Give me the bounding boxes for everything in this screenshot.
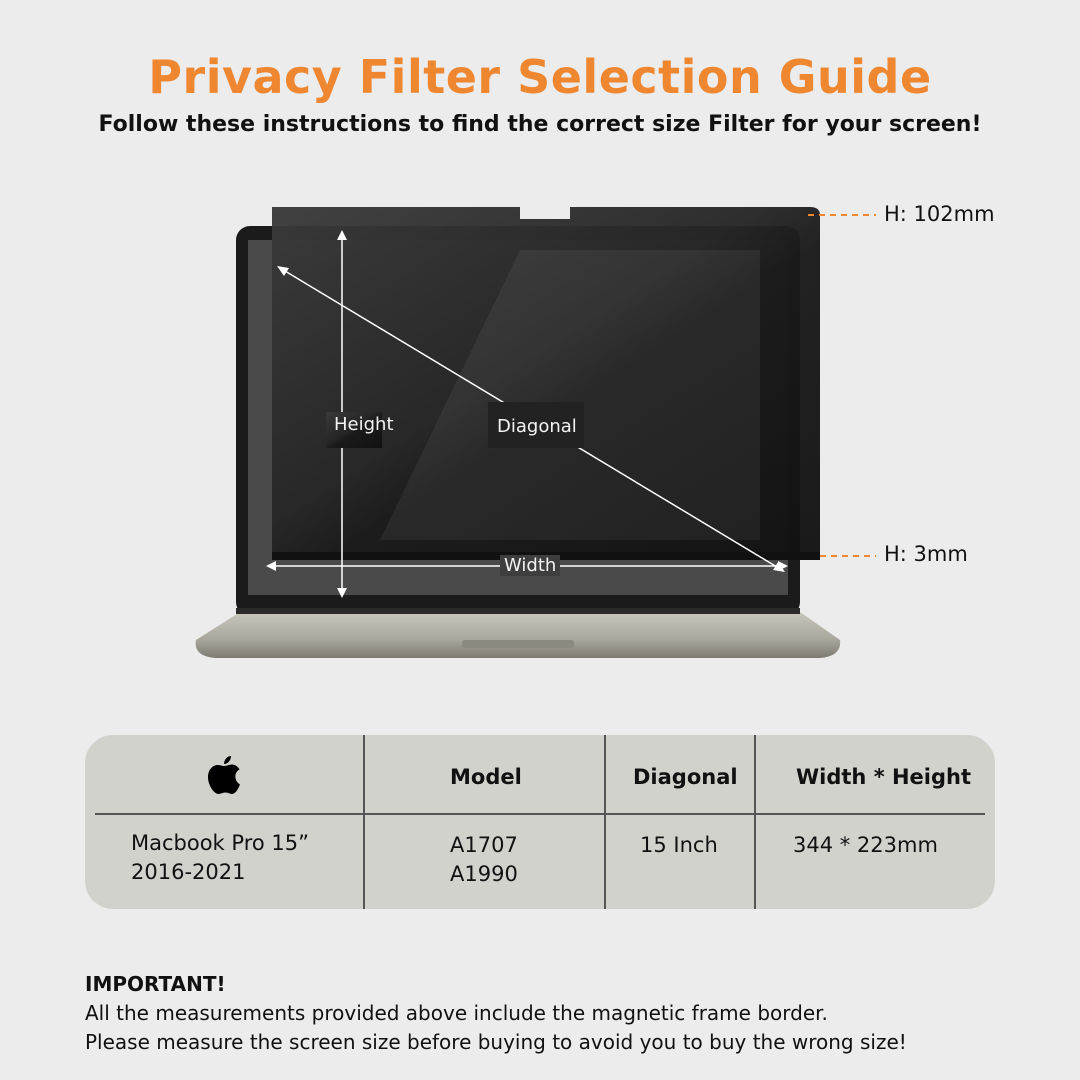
laptop-trackpad-notch — [462, 640, 574, 648]
height-label: Height — [334, 414, 394, 435]
width-label: Width — [500, 555, 560, 576]
column-header-size: Width * Height — [796, 765, 972, 789]
device-name: Macbook Pro 15” 2016-2021 — [131, 831, 309, 884]
size-value: 344 * 223mm — [793, 833, 938, 857]
model-numbers: A1707 A1990 — [450, 833, 518, 886]
diagonal-label: Diagonal — [497, 416, 577, 437]
laptop-hinge — [236, 608, 800, 614]
page-subtitle: Follow these instructions to find the correct size Filter for your screen! — [98, 112, 982, 137]
column-header-diagonal: Diagonal — [633, 765, 738, 789]
notice-line-1: All the measurements provided above include the magnetic frame border. — [85, 1001, 828, 1025]
page-title: Privacy Filter Selection Guide — [148, 50, 932, 104]
diagonal-value: 15 Inch — [640, 833, 718, 857]
column-header-model: Model — [450, 765, 522, 789]
top-height-label: H: 102mm — [884, 202, 995, 226]
notice-line-2: Please measure the screen size before buying to avoid you to buy the wrong size! — [85, 1030, 907, 1054]
notice-heading: IMPORTANT! — [85, 972, 226, 996]
important-notice — [85, 970, 907, 1057]
size-table — [85, 735, 995, 909]
laptop-base — [196, 612, 841, 658]
bottom-height-label: H: 3mm — [884, 542, 968, 566]
apple-logo-icon — [205, 754, 243, 796]
